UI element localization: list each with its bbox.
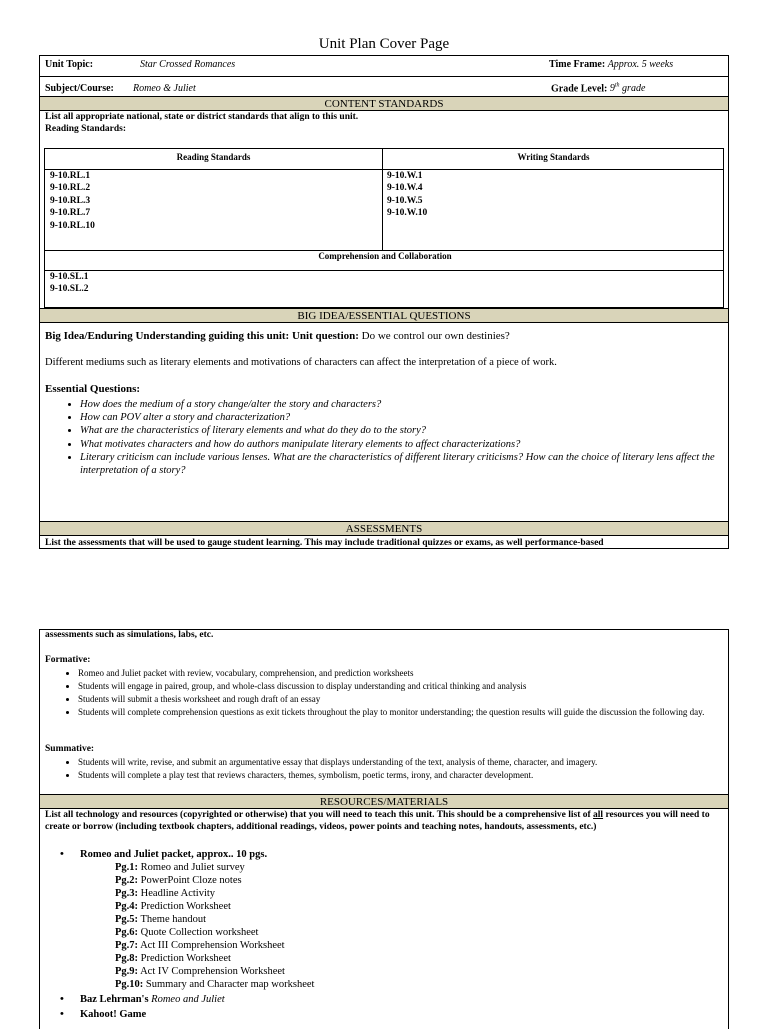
packet-page-item	[115, 952, 314, 965]
packet-page-text: Act IV Comprehension Worksheet	[138, 966, 285, 977]
baz-label: Baz Lehrman's	[80, 994, 152, 1005]
resources-intro-all: all	[593, 810, 604, 820]
resources-intro-b: resources you will need to create or borrow (including textbook chapters, additional readings, videos, power points and teaching notes, handouts, assessments, etc.)	[45, 810, 710, 832]
big-idea-heading: BIG IDEA/ESSENTIAL QUESTIONS	[40, 308, 728, 323]
packet-page-number: Pg.10:	[115, 979, 144, 990]
packet-page-number: Pg.8:	[115, 953, 139, 964]
writing-standards-header: Writing Standards	[517, 152, 590, 162]
reading-standards-label: Reading Standards:	[45, 124, 127, 134]
packet-page-text: Prediction Worksheet	[138, 953, 231, 964]
reading-standard: 9-10.RL.3	[50, 195, 91, 206]
bullet-icon: •	[60, 993, 64, 1005]
packet-page-number: Pg.6:	[115, 927, 139, 938]
essential-question: • How does the medium of a story change/alter the story and characters?	[80, 398, 720, 411]
packet-page-item	[115, 926, 314, 939]
comprehension-standard: 9-10.SL.1	[50, 272, 89, 282]
packet-page-item	[115, 900, 314, 913]
packet-page-item	[115, 978, 314, 991]
resources-heading: RESOURCES/MATERIALS	[40, 794, 728, 809]
essential-questions-list	[40, 398, 720, 477]
packet-page-number: Pg.1:	[115, 862, 139, 873]
writing-standard: 9-10.W.4	[387, 183, 423, 194]
resources-intro-a: List all technology and resources (copyrighted or otherwise) that you will need to teach this unit. This should be a comprehensive list of	[45, 810, 594, 820]
formative-section	[40, 667, 720, 719]
packet-page-number: Pg.9:	[115, 966, 139, 977]
subject-label: Subject/Course:	[45, 83, 114, 94]
reading-standard: 9-10.RL.10	[50, 220, 95, 231]
packet-page-text: Headline Activity	[138, 888, 216, 899]
content-standards-heading: CONTENT STANDARDS	[40, 96, 728, 111]
essential-question: • What are the characteristics of literary elements and what do they do to the story?	[80, 424, 720, 437]
time-frame-value: Approx. 5 weeks	[607, 59, 674, 70]
unit-topic-label: Unit Topic:	[45, 59, 94, 70]
formative-item: • Students will engage in paired, group, and whole-class discussion to display understanding and critical thinking and analysis	[78, 680, 720, 693]
packet-pages	[115, 861, 314, 991]
packet-page-text: Romeo and Juliet survey	[138, 862, 245, 873]
packet-title: Romeo and Juliet packet, approx.. 10 pgs.	[80, 849, 268, 860]
essential-questions-label: Essential Questions:	[45, 383, 141, 395]
grade-row	[551, 83, 729, 94]
baz-film-item	[80, 993, 225, 1006]
essential-question: • Literary criticism can include various lenses. What are the characteristics of different literary criticisms? How can the choice of literary lens affect the interpretation of a story?	[80, 451, 720, 477]
assessments-intro-1: List the assessments that will be used to gauge student learning. This may include traditional quizzes or exams, as well performance-based	[45, 538, 604, 548]
comprehension-standards-list	[50, 271, 89, 296]
summative-label: Summative:	[45, 744, 95, 754]
packet-page-number: Pg.5:	[115, 914, 139, 925]
grade-label: Grade Level:	[551, 83, 608, 95]
kahoot-item: Kahoot! Game	[80, 1009, 147, 1020]
packet-page-text: Theme handout	[138, 914, 207, 925]
standards-table	[44, 148, 724, 308]
packet-page-item	[115, 887, 314, 900]
unit-question-label: Big Idea/Enduring Understanding guiding this unit: Unit question:	[45, 330, 359, 342]
cover-page-table-continued	[39, 629, 729, 1029]
summative-item: • Students will write, revise, and submit an argumentative essay that displays understanding of the text, analysis of theme, character, and imagery.	[78, 756, 720, 769]
packet-page-item	[115, 861, 314, 874]
packet-page-item	[115, 913, 314, 926]
standards-intro-text: List all appropriate national, state or district standards that align to this unit.	[45, 112, 359, 122]
unit-question-row	[45, 329, 725, 343]
packet-page-text: Quote Collection worksheet	[138, 927, 259, 938]
reading-standard: 9-10.RL.1	[50, 171, 91, 181]
reading-standards-header: Reading Standards	[176, 152, 251, 162]
packet-page-text: PowerPoint Cloze notes	[138, 875, 242, 886]
packet-page-item	[115, 965, 314, 978]
reading-standard: 9-10.RL.2	[50, 183, 91, 194]
packet-page-text: Summary and Character map worksheet	[143, 979, 315, 990]
assessments-intro-2: assessments such as simulations, labs, etc.	[45, 630, 214, 640]
packet-page-number: Pg.3:	[115, 888, 139, 899]
assessments-heading: ASSESSMENTS	[40, 521, 728, 536]
bullet-icon: •	[60, 848, 64, 860]
subject-value: Romeo & Juliet	[133, 83, 196, 94]
comprehension-header: Comprehension and Collaboration	[318, 251, 452, 261]
packet-page-text: Act III Comprehension Worksheet	[138, 940, 285, 951]
resources-intro	[45, 809, 725, 833]
bullet-icon: •	[60, 1008, 64, 1020]
formative-label: Formative:	[45, 655, 91, 665]
writing-standards-list	[387, 170, 427, 220]
time-frame-row	[549, 59, 729, 70]
summative-item: • Students will complete a play test that reviews characters, themes, symbolism, poetic terms, irony, and character development.	[78, 769, 720, 782]
big-idea-statement: Different mediums such as literary elements and motivations of characters can affect the interpretation of a piece of work.	[45, 357, 557, 368]
page-title: Unit Plan Cover Page	[318, 36, 450, 52]
packet-page-number: Pg.4:	[115, 901, 139, 912]
unit-topic-value: Star Crossed Romances	[140, 59, 236, 70]
baz-title: Romeo and Juliet	[151, 994, 225, 1005]
reading-standard: 9-10.RL.7	[50, 208, 91, 219]
formative-item: • Students will complete comprehension questions as exit tickets throughout the play to monitor understanding; the question results will guide the discussion the following day.	[78, 706, 720, 719]
packet-page-item	[115, 939, 314, 952]
summative-list	[40, 756, 720, 782]
writing-standard: 9-10.W.10	[387, 208, 428, 219]
packet-page-number: Pg.7:	[115, 940, 139, 951]
packet-page-number: Pg.2:	[115, 875, 139, 886]
packet-page-item	[115, 874, 314, 887]
essential-question: • How can POV alter a story and characterization?	[80, 411, 720, 424]
formative-item: • Romeo and Juliet packet with review, vocabulary, comprehension, and prediction worksheets	[78, 667, 720, 680]
writing-standard: 9-10.W.5	[387, 195, 423, 206]
time-frame-label: Time Frame:	[549, 59, 606, 70]
grade-value: 9th grade	[609, 83, 646, 95]
summative-section	[40, 756, 720, 782]
comprehension-standard: 9-10.SL.2	[50, 284, 89, 295]
unit-question-text: Do we control our own destinies?	[358, 330, 510, 342]
formative-item: • Students will submit a thesis worksheet and rough draft of an essay	[78, 693, 720, 706]
writing-standard: 9-10.W.1	[387, 171, 423, 181]
essential-question: • What motivates characters and how do authors manipulate literary elements to affect characterizations?	[80, 438, 720, 451]
essential-questions	[40, 398, 720, 477]
packet-page-text: Prediction Worksheet	[138, 901, 231, 912]
cover-page-table	[39, 55, 729, 549]
formative-list	[40, 667, 720, 719]
standards-intro	[45, 111, 725, 135]
reading-standards-list	[50, 170, 95, 232]
